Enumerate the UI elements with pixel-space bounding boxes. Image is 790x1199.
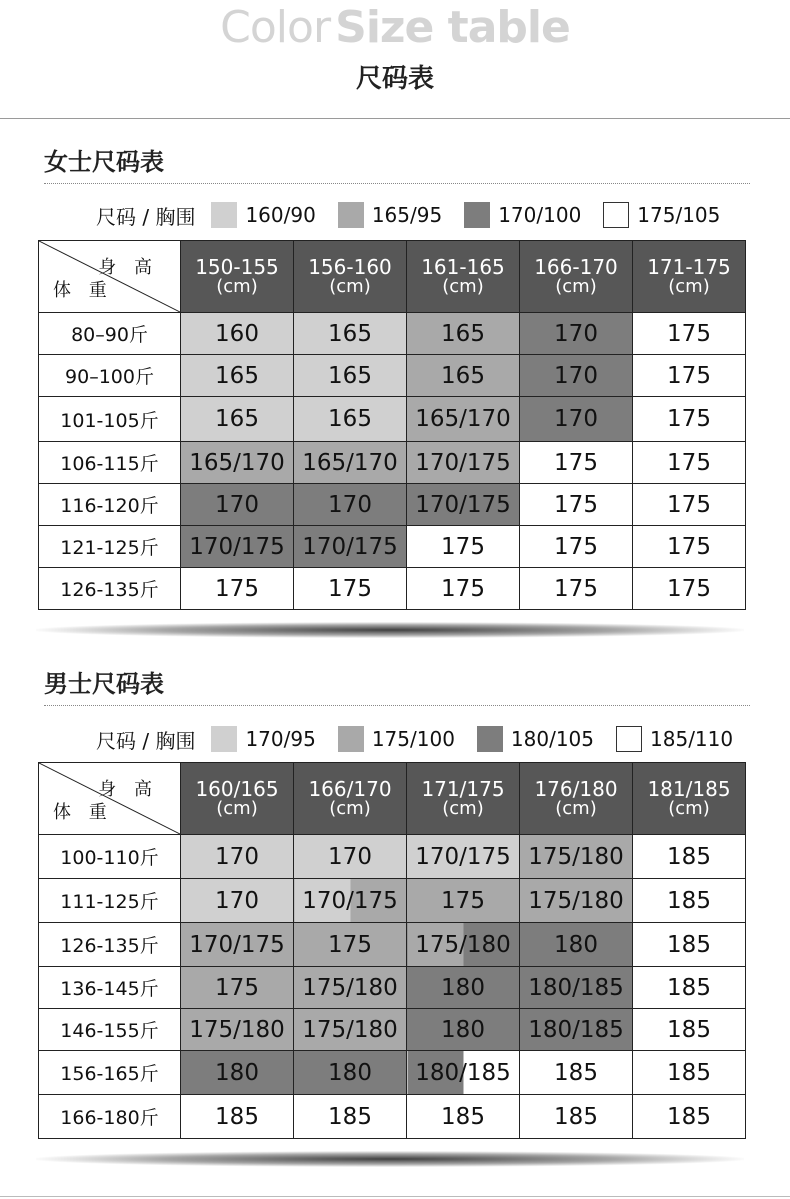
size-cell: 175	[520, 484, 633, 526]
weight-cell: 166-180斤	[39, 1095, 181, 1139]
size-cell: 170/175	[181, 526, 294, 568]
height-range: 161-165	[421, 254, 505, 279]
size-cell: 175	[633, 355, 746, 397]
title-light: Color	[220, 2, 331, 53]
size-cell: 175/180	[181, 1009, 294, 1051]
women-legend	[96, 200, 742, 230]
legend-label: 尺码 / 胸围	[96, 728, 196, 753]
table-row	[39, 397, 746, 442]
table-row	[39, 484, 746, 526]
size-cell: 185	[633, 1095, 746, 1139]
size-cell: 175	[633, 484, 746, 526]
height-range: 166/170	[308, 776, 392, 801]
size-cell: 180	[407, 1009, 520, 1051]
dotted-divider	[44, 183, 750, 184]
table-shadow	[36, 622, 744, 638]
height-label: 身 高	[98, 779, 158, 800]
height-column-header	[294, 241, 407, 313]
corner-cell	[39, 241, 181, 313]
height-range: 171-175	[647, 254, 731, 279]
height-unit: (cm)	[555, 797, 597, 819]
page-header	[0, 0, 790, 118]
men-section-title: 男士尺码表	[44, 670, 164, 698]
header-row	[39, 763, 746, 835]
size-cell: 170/175	[294, 526, 407, 568]
size-cell: 180	[407, 967, 520, 1009]
size-cell: 180	[181, 1051, 294, 1095]
height-unit: (cm)	[442, 275, 484, 297]
legend-swatch	[338, 726, 364, 752]
weight-cell: 156-165斤	[39, 1051, 181, 1095]
size-cell: 170/175	[181, 923, 294, 967]
weight-cell: 136-145斤	[39, 967, 181, 1009]
size-cell: 170	[181, 835, 294, 879]
height-unit: (cm)	[668, 275, 710, 297]
legend-value: 160/90	[245, 203, 316, 227]
table-row	[39, 967, 746, 1009]
size-cell: 165	[294, 397, 407, 442]
size-cell: 175	[633, 442, 746, 484]
height-unit: (cm)	[216, 275, 258, 297]
size-cell: 185	[633, 1009, 746, 1051]
size-cell: 180	[520, 923, 633, 967]
legend-value: 175/100	[371, 727, 455, 751]
corner-cell	[39, 763, 181, 835]
table-row	[39, 835, 746, 879]
women-section-title: 女士尺码表	[44, 148, 164, 176]
size-cell: 170/175	[407, 484, 520, 526]
size-cell: 175	[294, 568, 407, 610]
size-cell: 185	[181, 1095, 294, 1139]
height-unit: (cm)	[216, 797, 258, 819]
men-legend	[96, 724, 755, 754]
legend-value: 175/105	[637, 203, 721, 227]
size-cell: 175	[181, 568, 294, 610]
weight-cell: 116-120斤	[39, 484, 181, 526]
size-cell: 180/185	[520, 967, 633, 1009]
size-cell: 175	[520, 568, 633, 610]
table-row	[39, 568, 746, 610]
size-cell: 170	[181, 879, 294, 923]
weight-cell: 126-135斤	[39, 923, 181, 967]
height-range: 171/175	[421, 776, 505, 801]
header-row	[39, 241, 746, 313]
size-cell: 165	[407, 355, 520, 397]
women-size-table	[38, 240, 746, 610]
size-cell: 170	[181, 484, 294, 526]
size-cell: 165	[294, 355, 407, 397]
size-cell: 185	[294, 1095, 407, 1139]
legend-label: 尺码 / 胸围	[96, 204, 196, 229]
size-cell: 175/180	[520, 879, 633, 923]
size-cell: 175/180	[294, 967, 407, 1009]
divider	[0, 118, 790, 119]
legend-swatch	[211, 202, 237, 228]
legend-value: 185/110	[650, 727, 734, 751]
height-column-header	[520, 241, 633, 313]
size-cell: 170/175	[407, 442, 520, 484]
height-range: 166-170	[534, 254, 618, 279]
men-size-table	[38, 762, 746, 1139]
size-cell: 180	[294, 1051, 407, 1095]
height-range: 156-160	[308, 254, 392, 279]
height-column-header	[633, 763, 746, 835]
size-cell: 185	[520, 1051, 633, 1095]
table-row	[39, 1051, 746, 1095]
size-cell: 165	[181, 355, 294, 397]
size-cell: 175/180	[294, 1009, 407, 1051]
size-cell: 175	[633, 313, 746, 355]
size-cell: 170	[520, 313, 633, 355]
size-cell: 170/175	[294, 879, 407, 923]
page-subtitle: 尺码表	[355, 64, 434, 94]
size-cell: 165/170	[294, 442, 407, 484]
height-column-header	[407, 241, 520, 313]
weight-cell: 100-110斤	[39, 835, 181, 879]
size-cell: 165/170	[181, 442, 294, 484]
size-cell: 185	[633, 835, 746, 879]
weight-cell: 90–100斤	[39, 355, 181, 397]
table-row	[39, 313, 746, 355]
legend-swatch	[616, 726, 642, 752]
weight-cell: 101-105斤	[39, 397, 181, 442]
size-cell: 165	[181, 397, 294, 442]
size-cell: 175	[407, 526, 520, 568]
size-cell: 175/180	[407, 923, 520, 967]
size-cell: 160	[181, 313, 294, 355]
size-cell: 170	[520, 397, 633, 442]
height-unit: (cm)	[329, 797, 371, 819]
size-cell: 165	[407, 313, 520, 355]
height-column-header	[407, 763, 520, 835]
weight-cell: 106-115斤	[39, 442, 181, 484]
size-cell: 175	[181, 967, 294, 1009]
size-cell: 185	[633, 967, 746, 1009]
legend-value: 170/95	[245, 727, 316, 751]
size-cell: 170	[294, 835, 407, 879]
size-cell: 185	[633, 879, 746, 923]
legend-value: 180/105	[510, 727, 595, 751]
table-row	[39, 879, 746, 923]
table-row	[39, 1095, 746, 1139]
dotted-divider	[44, 705, 750, 706]
size-cell: 175	[407, 568, 520, 610]
table-row	[39, 1009, 746, 1051]
legend-swatch	[464, 202, 490, 228]
weight-cell: 111-125斤	[39, 879, 181, 923]
size-cell: 165/170	[407, 397, 520, 442]
size-cell: 170/175	[407, 835, 520, 879]
height-column-header	[181, 241, 294, 313]
table-row	[39, 923, 746, 967]
height-unit: (cm)	[329, 275, 371, 297]
legend-swatch	[477, 726, 503, 752]
height-column-header	[294, 763, 407, 835]
size-cell: 175	[633, 568, 746, 610]
size-cell: 175	[633, 397, 746, 442]
height-range: 150-155	[195, 254, 279, 279]
size-cell: 170	[294, 484, 407, 526]
size-cell: 185	[633, 923, 746, 967]
height-range: 176/180	[534, 776, 618, 801]
size-cell: 175	[407, 879, 520, 923]
size-cell: 175/180	[520, 835, 633, 879]
title-bold: Size table	[335, 2, 570, 53]
weight-cell: 80–90斤	[39, 313, 181, 355]
legend-value: 170/100	[498, 203, 582, 227]
legend-swatch	[603, 202, 629, 228]
size-cell: 180/185	[520, 1009, 633, 1051]
divider	[0, 1196, 790, 1197]
weight-label: 体 重	[53, 802, 113, 823]
legend-swatch	[211, 726, 237, 752]
height-label: 身 高	[98, 257, 158, 278]
table-shadow	[36, 1151, 744, 1167]
height-column-header	[181, 763, 294, 835]
size-cell: 180/185	[407, 1051, 520, 1095]
size-cell: 185	[520, 1095, 633, 1139]
legend-value: 165/95	[371, 203, 443, 227]
size-cell: 175	[520, 442, 633, 484]
weight-cell: 126-135斤	[39, 568, 181, 610]
height-range: 160/165	[195, 776, 279, 801]
size-cell: 175	[520, 526, 633, 568]
weight-cell: 146-155斤	[39, 1009, 181, 1051]
page-title	[0, 2, 790, 53]
size-cell: 175	[294, 923, 407, 967]
size-cell: 175	[633, 526, 746, 568]
height-column-header	[520, 763, 633, 835]
size-cell: 165	[294, 313, 407, 355]
size-cell: 185	[633, 1051, 746, 1095]
weight-cell: 121-125斤	[39, 526, 181, 568]
height-column-header	[633, 241, 746, 313]
size-cell: 170	[520, 355, 633, 397]
height-range: 181/185	[647, 776, 731, 801]
table-row	[39, 442, 746, 484]
height-unit: (cm)	[555, 275, 597, 297]
table-row	[39, 355, 746, 397]
size-cell: 185	[407, 1095, 520, 1139]
legend-swatch	[338, 202, 364, 228]
height-unit: (cm)	[668, 797, 710, 819]
height-unit: (cm)	[442, 797, 484, 819]
table-row	[39, 526, 746, 568]
weight-label: 体 重	[53, 280, 113, 301]
